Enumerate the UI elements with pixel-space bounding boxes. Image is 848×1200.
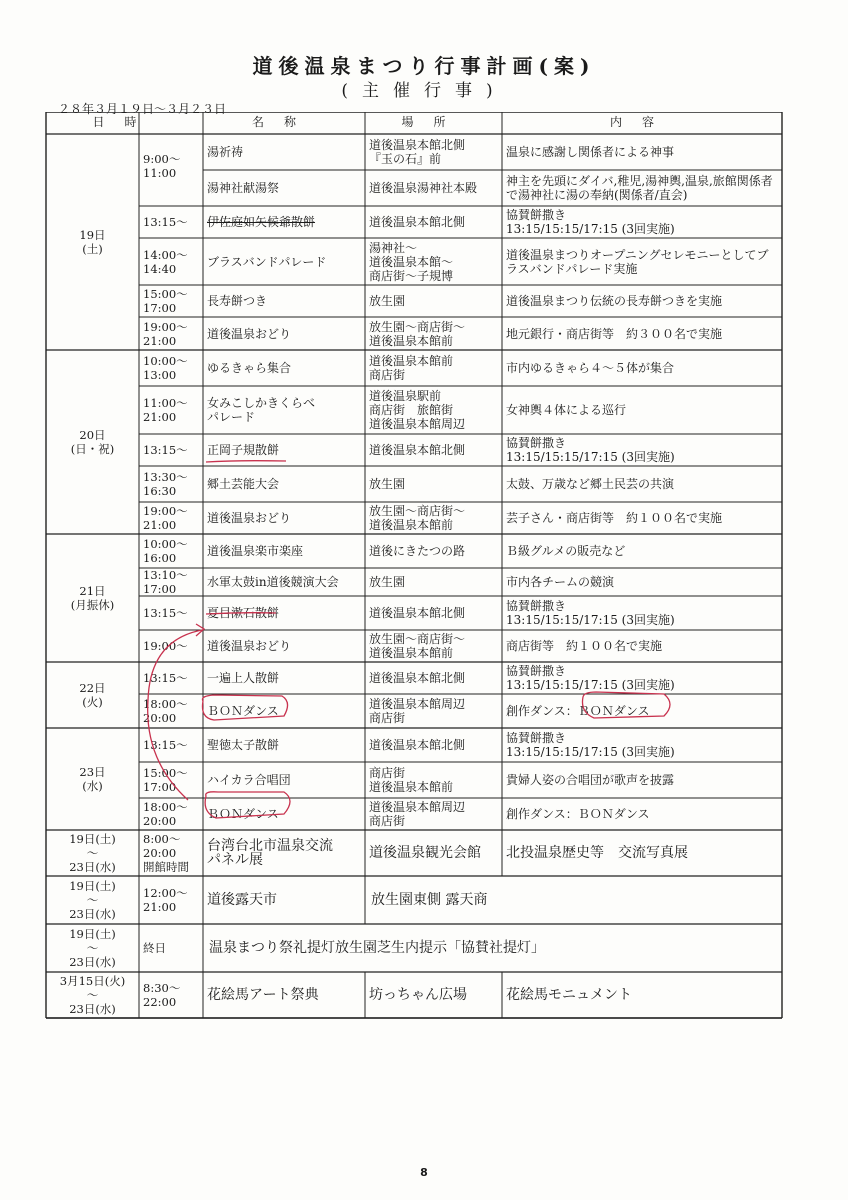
event-place: 道後温泉本館北側 (369, 443, 466, 457)
event-content: 花絵馬モニュメント (506, 987, 632, 1003)
event-name: 道後温泉おどり (207, 326, 292, 341)
time-cell: 終日 (143, 941, 166, 955)
time-cell: 13:15～ (143, 671, 188, 685)
event-name: 一遍上人散餅 (207, 671, 280, 685)
column-header: 日時 (92, 115, 157, 129)
day-cell: 20日 (日・祝) (70, 428, 115, 456)
event-name: ＢＯＮダンス (207, 807, 279, 821)
event-name: 道後温泉おどり (207, 511, 292, 525)
date-range: ２８年３月１９日～３月２３日 (58, 102, 227, 116)
event-content: 道後温泉まつり伝統の長寿餅つきを実施 (506, 294, 723, 308)
time-cell: 19:00～ 21:00 (143, 504, 188, 532)
time-cell: 8:00～ 20:00 開館時間 (143, 832, 189, 874)
event-place: 湯神社～ 道後温泉本館～ 商店街～子規博 (369, 240, 454, 283)
event-name: 正岡子規散餅 (207, 443, 280, 457)
event-content: 北投温泉歴史等 交流写真展 (506, 845, 688, 861)
time-cell: 18:00～ 20:00 (143, 697, 188, 725)
event-name: ゆるきゃら集合 (207, 361, 292, 375)
column-header: 名称 (251, 115, 316, 129)
event-name: 夏目漱石散餅 (207, 606, 280, 620)
day-cell: 3月15日(火) ～ 23日(水) (59, 974, 126, 1016)
event-place: 商店街 道後温泉本館前 (369, 766, 454, 794)
event-place: 道後温泉本館周辺 商店街 (369, 800, 466, 828)
event-place: 道後温泉本館前 商店街 (369, 354, 454, 382)
event-name: 水軍太鼓in道後競演大会 (207, 575, 339, 589)
event-place: 放生園～商店街～ 道後温泉本館前 (369, 632, 466, 660)
time-cell: 15:00～ 17:00 (143, 287, 188, 315)
event-content: Ｂ級グルメの販売など (506, 544, 626, 558)
event-content: 協賛餅撒き 13:15/15:15/17:15 (3回実施) (506, 731, 675, 759)
time-cell: 13:15～ (143, 443, 188, 457)
event-name: 聖徳太子散餅 (207, 738, 280, 752)
event-name: 台湾台北市温泉交流 パネル展 (207, 838, 333, 868)
event-place: 放生園～商店街～ 道後温泉本館前 (369, 504, 466, 532)
time-cell: 10:00～ 13:00 (143, 354, 188, 382)
event-content: 協賛餅撒き 13:15/15:15/17:15 (3回実施) (506, 599, 675, 627)
event-content: 貴婦人姿の合唱団が歌声を披露 (506, 773, 675, 787)
time-cell: 13:15～ (143, 606, 188, 620)
time-cell: 19:00～ 21:00 (143, 319, 188, 348)
event-name: 伊佐庭如矢候爺散餅 (207, 215, 316, 229)
event-name: 道後露天市 (207, 892, 277, 908)
event-content: 商店街等 約１００名で実施 (506, 639, 663, 653)
event-place: 道後温泉本館北側 『玉の石』前 (369, 138, 466, 166)
column-header: 内容 (609, 115, 674, 129)
event-content: 協賛餅撒き 13:15/15:15/17:15 (3回実施) (506, 208, 675, 236)
event-place: 道後温泉本館北側 (369, 738, 466, 752)
day-cell: 23日 (水) (79, 765, 106, 793)
event-name: 長寿餅つき (207, 294, 268, 308)
time-cell: 15:00～ 17:00 (143, 766, 188, 794)
page-number: 8 (420, 1166, 428, 1179)
time-cell: 18:00～ 20:00 (143, 800, 188, 828)
event-content: 女神輿４体による巡行 (506, 403, 627, 417)
day-cell: 22日 (火) (79, 681, 106, 709)
time-cell: 13:15～ (143, 738, 188, 752)
page-subtitle: (主催行事) (341, 81, 507, 101)
event-name: 温泉まつり祭礼提灯放生園芝生内提示「協賛社提灯」 (209, 940, 545, 956)
event-name: ハイカラ合唱団 (207, 773, 291, 787)
event-content: 道後温泉まつりオープニングセレモニーとしてブラスバンドパレード実施 (506, 247, 769, 276)
time-cell: 10:00～ 16:00 (143, 537, 188, 565)
event-place: 道後温泉観光会館 (369, 845, 481, 861)
event-name: 湯神社献湯祭 (207, 181, 280, 195)
time-cell: 14:00～ 14:40 (143, 247, 188, 276)
time-cell: 11:00～ 21:00 (143, 396, 188, 424)
event-name: ＢＯＮダンス (207, 704, 279, 718)
event-place: 放生園 (369, 477, 406, 491)
day-cell: 19日 (土) (79, 228, 106, 256)
event-name: 郷土芸能大会 (207, 477, 280, 491)
event-place: 道後温泉本館北側 (369, 215, 466, 229)
time-cell: 8:30～ 22:00 (143, 981, 181, 1009)
event-name: ブラスバンドパレード (207, 254, 327, 269)
event-place: 道後にきたつの路 (369, 544, 466, 558)
day-cell: 19日(土) ～ 23日(水) (69, 879, 116, 921)
event-content: 協賛餅撒き 13:15/15:15/17:15 (3回実施) (506, 436, 675, 464)
event-content: 温泉に感謝し関係者による神事 (506, 145, 675, 159)
event-content: 創作ダンス：ＢＯＮダンス (506, 704, 650, 718)
page-title: 道後温泉まつり行事計画(案) (252, 54, 596, 78)
time-cell: 12:00～ 21:00 (143, 886, 188, 914)
event-place: 道後温泉本館北側 (369, 671, 466, 685)
event-place: 放生園 (369, 294, 406, 308)
day-cell: 21日 (月振休) (70, 584, 115, 612)
time-cell: 13:30～ 16:30 (143, 470, 188, 498)
event-content: 市内ゆるきゃら４～５体が集合 (506, 361, 675, 375)
event-content: 協賛餅撒き 13:15/15:15/17:15 (3回実施) (506, 664, 675, 692)
event-place: 道後温泉本館北側 (369, 606, 466, 620)
event-content: 芸子さん・商店街等 約１００名で実施 (506, 511, 723, 525)
event-name: 花絵馬アート祭典 (207, 987, 319, 1003)
time-cell: 9:00～ 11:00 (143, 152, 181, 180)
event-place: 放生園～商店街～ 道後温泉本館前 (369, 319, 466, 348)
day-cell: 19日(土) ～ 23日(水) (69, 832, 116, 874)
event-name: 湯祈祷 (207, 145, 244, 159)
event-place: 道後温泉駅前 商店街 旅館街 道後温泉本館周辺 (369, 389, 466, 431)
event-place: 坊っちゃん広場 (369, 987, 467, 1003)
event-content: 神主を先頭にダイバ,稚児,湯神輿,温泉,旅館関係者で湯神社に湯の奉納(関係者/直会) (506, 174, 773, 202)
day-cell: 19日(土) ～ 23日(水) (69, 927, 116, 969)
time-cell: 19:00～ (143, 639, 188, 653)
time-cell: 13:10～ 17:00 (143, 568, 188, 596)
event-place: 道後温泉本館周辺 商店街 (369, 697, 466, 725)
event-place: 道後温泉湯神社本殿 (369, 181, 478, 195)
event-content: 市内各チームの競演 (506, 575, 615, 589)
event-name: 女みこしかきくらべ パレード (207, 396, 316, 424)
time-cell: 13:15～ (143, 215, 188, 229)
event-name: 道後温泉おどり (207, 639, 292, 653)
event-name: 道後温泉楽市楽座 (207, 544, 304, 558)
event-content: 創作ダンス：ＢＯＮダンス (506, 807, 650, 821)
event-content: 太鼓、万歳など郷土民芸の共演 (506, 477, 675, 491)
column-header: 場所 (401, 115, 466, 129)
event-content: 地元銀行・商店街等 約３００名で実施 (506, 326, 723, 341)
event-place: 放生園 (369, 575, 406, 589)
event-place: 放生園東側 露天商 (371, 892, 488, 908)
